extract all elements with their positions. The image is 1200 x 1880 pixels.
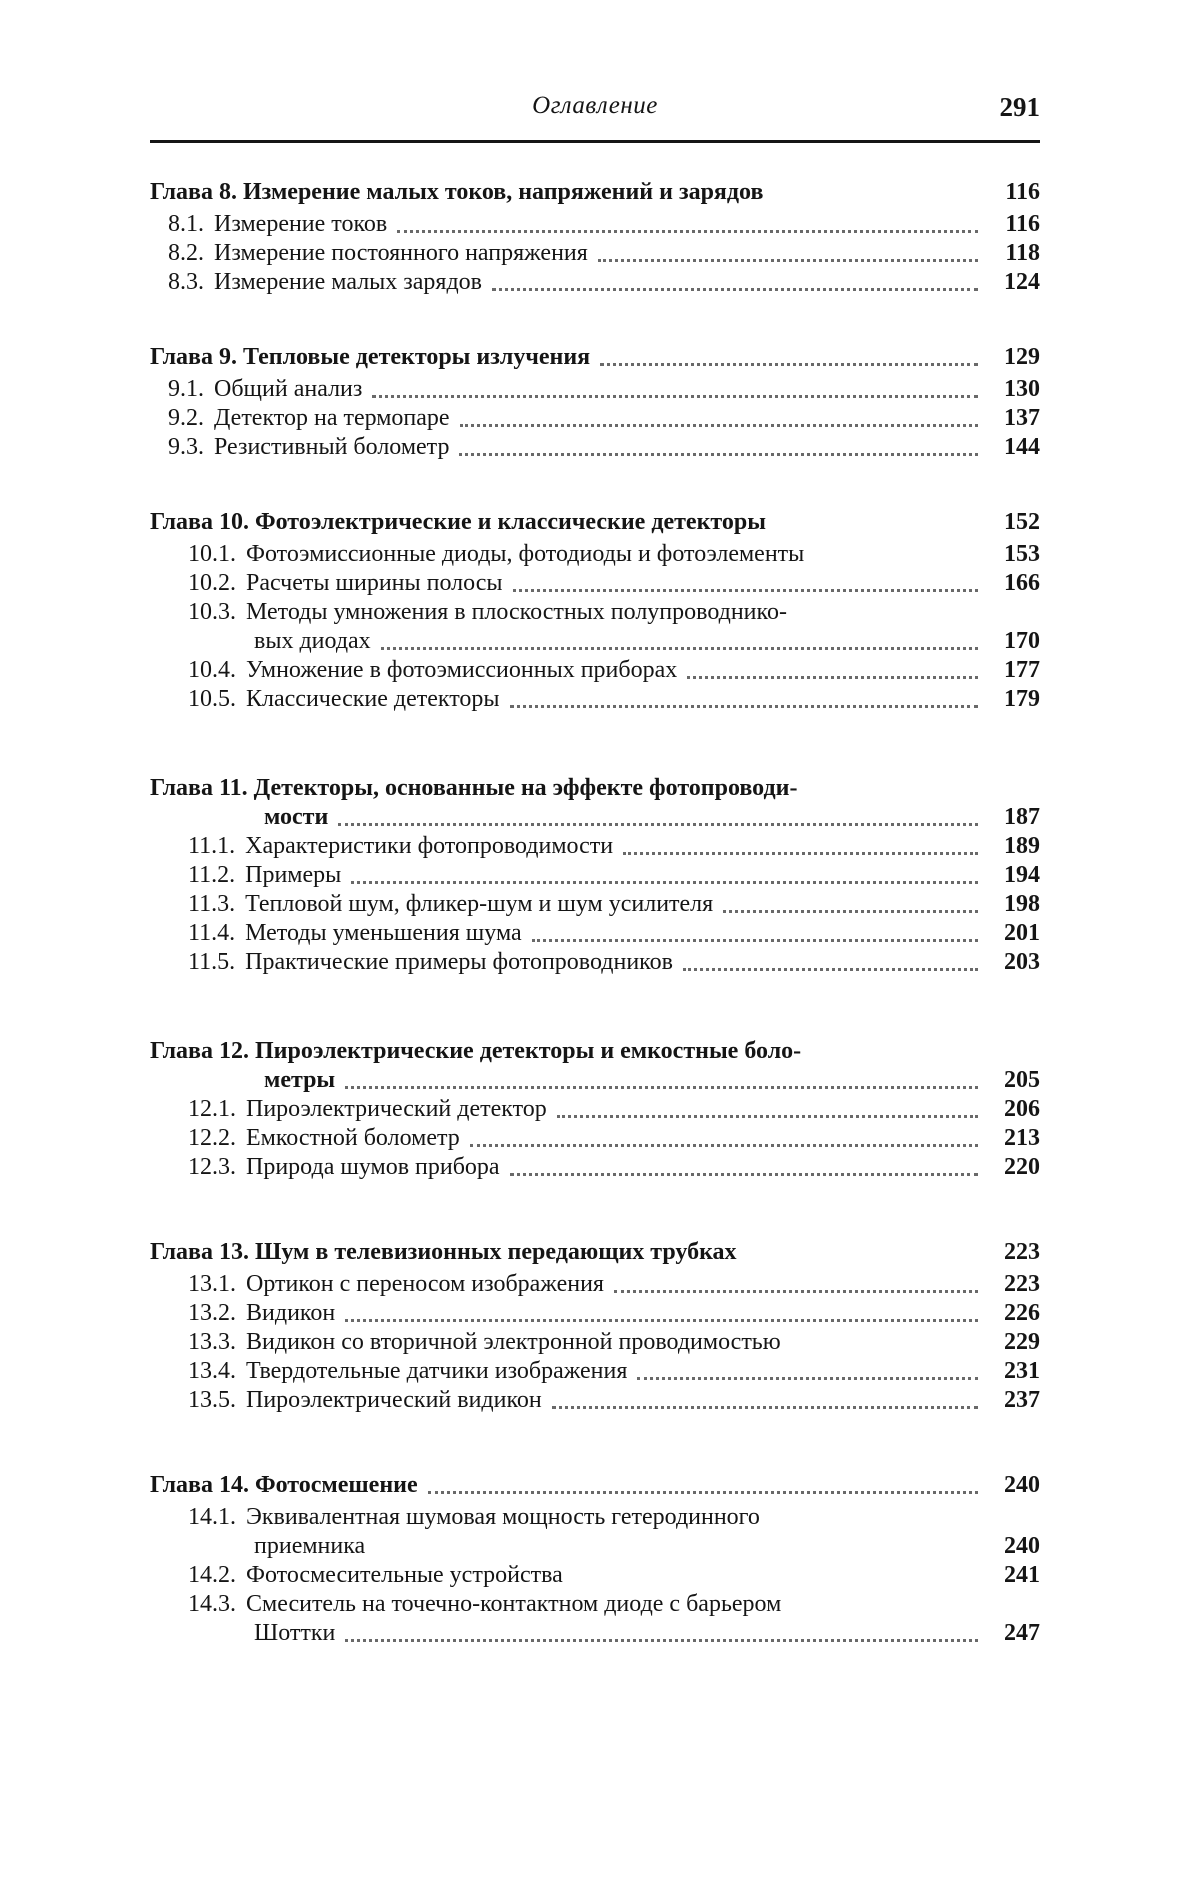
section-number: 11.3. (188, 891, 236, 917)
section-number: 13.3. (188, 1329, 236, 1355)
section-title: Классические детекторы (246, 686, 500, 712)
leader-dots (683, 958, 978, 971)
section-number: 8.2. (168, 240, 204, 266)
section-title: Общий анализ (214, 376, 363, 402)
section-entry (150, 1357, 1040, 1386)
leader-dots (351, 871, 978, 884)
chapter-title: Глава 12. Пироэлектрические детекторы и емкостные боло- (150, 1038, 802, 1064)
section-number: 13.5. (188, 1387, 236, 1413)
section-number: 13.1. (188, 1271, 236, 1297)
section-page: 213 (1004, 1125, 1040, 1151)
section-page: 206 (1004, 1096, 1040, 1122)
section-entry (150, 569, 1040, 598)
chapter-14 (150, 1471, 1040, 1648)
leader-dots (470, 1134, 978, 1147)
section-entry (150, 210, 1040, 239)
chapter-page: 205 (1004, 1067, 1040, 1093)
chapter-heading (150, 1238, 1040, 1267)
chapter-heading (150, 178, 1040, 207)
chapter-page: 129 (1004, 344, 1040, 370)
leader-dots (345, 1629, 978, 1642)
leader-dots (532, 929, 978, 942)
section-entry (150, 404, 1040, 433)
section-page: 237 (1004, 1387, 1040, 1413)
page-header (150, 92, 1040, 132)
section-number: 8.1. (168, 211, 204, 237)
section-title: Практические примеры фотопроводников (245, 949, 673, 975)
section-entry (150, 1299, 1040, 1328)
section-number: 14.3. (188, 1591, 236, 1617)
section-entry (150, 540, 1040, 569)
chapter-title: Глава 8. Измерение малых токов, напряжений и зарядов (150, 179, 764, 205)
section-title: Детектор на термопаре (214, 405, 450, 431)
section-page: 231 (1004, 1358, 1040, 1384)
section-title: Примеры (245, 862, 342, 888)
section-page: 226 (1004, 1300, 1040, 1326)
section-title: Расчеты ширины полосы (246, 570, 503, 596)
leader-dots (375, 1545, 978, 1555)
chapter-title-cont: метры (264, 1067, 336, 1093)
section-title: Измерение постоянного напряжения (214, 240, 588, 266)
leader-dots (747, 1251, 978, 1261)
section-entry (150, 239, 1040, 268)
section-title: Методы умножения в плоскостных полупроводнико- (246, 599, 787, 625)
section-title: Емкостной болометр (246, 1125, 460, 1151)
leader-dots (460, 414, 978, 427)
section-number: 11.2. (188, 862, 236, 888)
chapter-title-cont: мости (264, 804, 329, 830)
section-number: 10.1. (188, 541, 236, 567)
section-number: 8.3. (168, 269, 204, 295)
leader-dots (814, 553, 978, 563)
section-title-cont: вых диодах (254, 628, 371, 654)
section-number: 11.5. (188, 949, 236, 975)
chapter-8 (150, 178, 1040, 297)
section-entry (150, 948, 1040, 977)
leader-dots (345, 1309, 978, 1322)
leader-dots (600, 353, 978, 366)
section-entry (150, 890, 1040, 919)
leader-dots (557, 1105, 978, 1118)
section-page: 166 (1004, 570, 1040, 596)
section-title: Характеристики фотопроводимости (245, 833, 614, 859)
section-entry (150, 861, 1040, 890)
section-title: Ортикон с переносом изображения (246, 1271, 604, 1297)
section-entry (150, 433, 1040, 462)
chapter-heading (150, 774, 1040, 832)
section-entry (150, 1561, 1040, 1590)
leader-dots (573, 1574, 978, 1584)
section-number: 9.2. (168, 405, 204, 431)
leader-dots (623, 842, 978, 855)
section-number: 11.4. (188, 920, 236, 946)
section-page: 247 (1004, 1620, 1040, 1646)
leader-dots (598, 249, 978, 262)
section-entry (150, 656, 1040, 685)
section-entry (150, 1153, 1040, 1182)
section-page: 170 (1004, 628, 1040, 654)
chapter-heading (150, 1471, 1040, 1500)
section-title: Пироэлектрический видикон (246, 1387, 542, 1413)
section-title: Эквивалентная шумовая мощность гетеродинного (246, 1504, 760, 1530)
leader-dots (345, 1076, 978, 1089)
section-page: 203 (1004, 949, 1040, 975)
section-page: 124 (1004, 269, 1040, 295)
section-number: 11.1. (188, 833, 236, 859)
section-page: 144 (1004, 434, 1040, 460)
section-entry (150, 1095, 1040, 1124)
section-title-cont: Шоттки (254, 1620, 336, 1646)
leader-dots (372, 385, 978, 398)
toc-page (150, 0, 1040, 1880)
section-page: 194 (1004, 862, 1040, 888)
section-title: Измерение токов (214, 211, 388, 237)
chapter-heading (150, 508, 1040, 537)
leader-dots (428, 1481, 978, 1494)
section-page: 241 (1004, 1562, 1040, 1588)
section-number: 10.3. (188, 599, 236, 625)
section-page: 223 (1004, 1271, 1040, 1297)
section-title: Фотоэмиссионные диоды, фотодиоды и фотоэлементы (246, 541, 805, 567)
chapter-title: Глава 13. Шум в телевизионных передающих трубках (150, 1239, 737, 1265)
section-page: 198 (1004, 891, 1040, 917)
chapter-heading (150, 343, 1040, 372)
leader-dots (791, 1341, 978, 1351)
section-number: 12.3. (188, 1154, 236, 1180)
section-number: 9.1. (168, 376, 204, 402)
header-rule (150, 140, 1040, 143)
leader-dots (513, 579, 978, 592)
section-entry (150, 1270, 1040, 1299)
chapter-page: 116 (1005, 179, 1040, 205)
leader-dots (687, 666, 978, 679)
section-page: 137 (1004, 405, 1040, 431)
leader-dots (397, 220, 978, 233)
leader-dots (510, 1163, 978, 1176)
chapter-page: 187 (1004, 804, 1040, 830)
section-entry (150, 832, 1040, 861)
chapter-10 (150, 508, 1040, 714)
leader-dots (637, 1367, 978, 1380)
leader-dots (723, 900, 978, 913)
section-entry (150, 1124, 1040, 1153)
leader-dots (552, 1396, 978, 1409)
chapter-page: 152 (1004, 509, 1040, 535)
leader-dots (773, 191, 978, 201)
leader-dots (510, 695, 978, 708)
chapter-title: Глава 14. Фотосмешение (150, 1472, 418, 1498)
section-page: 179 (1004, 686, 1040, 712)
chapter-11 (150, 774, 1040, 977)
section-number: 9.3. (168, 434, 204, 460)
section-page: 116 (1005, 211, 1040, 237)
section-page: 189 (1004, 833, 1040, 859)
section-number: 13.2. (188, 1300, 236, 1326)
section-title: Смеситель на точечно-контактном диоде с барьером (246, 1591, 782, 1617)
section-title: Резистивный болометр (214, 434, 450, 460)
section-title: Измерение малых зарядов (214, 269, 483, 295)
section-page: 153 (1004, 541, 1040, 567)
section-number: 10.4. (188, 657, 236, 683)
section-entry (150, 919, 1040, 948)
chapter-title: Глава 11. Детекторы, основанные на эффекте фотопроводи- (150, 775, 798, 801)
section-entry (150, 598, 1040, 656)
section-entry (150, 268, 1040, 297)
leader-dots (614, 1280, 978, 1293)
chapter-13 (150, 1238, 1040, 1415)
section-page: 130 (1004, 376, 1040, 402)
section-number: 14.2. (188, 1562, 236, 1588)
chapter-page: 223 (1004, 1239, 1040, 1265)
section-title: Природа шумов прибора (246, 1154, 500, 1180)
leader-dots (492, 278, 978, 291)
section-entry (150, 1503, 1040, 1561)
section-number: 12.1. (188, 1096, 236, 1122)
chapter-title: Глава 9. Тепловые детекторы излучения (150, 344, 591, 370)
section-title: Видикон (246, 1300, 336, 1326)
section-number: 10.2. (188, 570, 236, 596)
section-entry (150, 1590, 1040, 1648)
section-title: Тепловой шум, фликер-шум и шум усилителя (245, 891, 714, 917)
running-title: Оглавление (532, 92, 658, 119)
section-page: 201 (1004, 920, 1040, 946)
chapter-page: 240 (1004, 1472, 1040, 1498)
section-page: 240 (1004, 1533, 1040, 1559)
section-number: 12.2. (188, 1125, 236, 1151)
section-title-cont: приемника (254, 1533, 366, 1559)
chapter-12 (150, 1037, 1040, 1182)
section-entry (150, 685, 1040, 714)
section-number: 13.4. (188, 1358, 236, 1384)
section-title: Пироэлектрический детектор (246, 1096, 547, 1122)
section-page: 177 (1004, 657, 1040, 683)
leader-dots (381, 637, 978, 650)
chapter-9 (150, 343, 1040, 462)
section-page: 229 (1004, 1329, 1040, 1355)
section-entry (150, 1328, 1040, 1357)
section-number: 14.1. (188, 1504, 236, 1530)
leader-dots (459, 443, 978, 456)
section-page: 220 (1004, 1154, 1040, 1180)
section-title: Твердотельные датчики изображения (246, 1358, 628, 1384)
section-page: 118 (1005, 240, 1040, 266)
leader-dots (338, 813, 978, 826)
section-number: 10.5. (188, 686, 236, 712)
section-title: Методы уменьшения шума (245, 920, 522, 946)
section-title: Видикон со вторичной электронной проводимостью (246, 1329, 781, 1355)
section-title: Умножение в фотоэмиссионных приборах (246, 657, 678, 683)
section-entry (150, 1386, 1040, 1415)
section-title: Фотосмесительные устройства (246, 1562, 563, 1588)
leader-dots (776, 521, 978, 531)
chapter-title: Глава 10. Фотоэлектрические и классические детекторы (150, 509, 766, 535)
section-entry (150, 375, 1040, 404)
table-of-contents (150, 178, 1040, 1694)
chapter-heading (150, 1037, 1040, 1095)
page-number: 291 (999, 92, 1040, 122)
